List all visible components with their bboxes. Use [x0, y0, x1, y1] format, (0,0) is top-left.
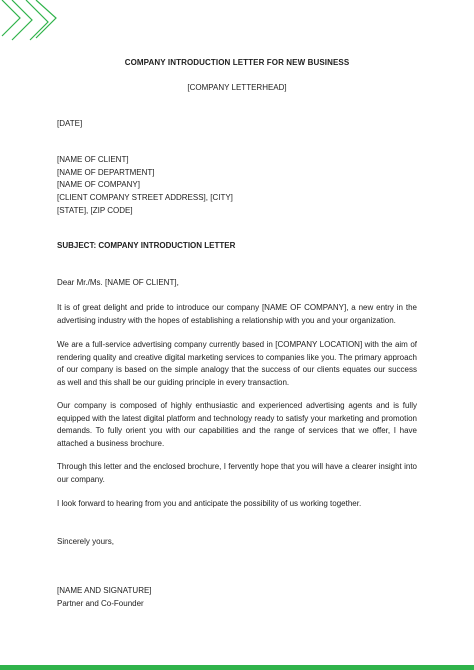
body-paragraph-1	[57, 302, 417, 327]
recipient-name: [NAME OF CLIENT]	[57, 155, 129, 164]
paragraph-text: Through this letter and the enclosed brochure, I fervently hope that you will have a clearer insight into our company.	[57, 462, 417, 484]
body-paragraph-2	[57, 339, 417, 390]
salutation: Dear Mr./Ms. [NAME OF CLIENT],	[57, 278, 179, 287]
paragraph-text: We are a full-service advertising company currently based in [COMPANY LOCATION] with the aim of rendering quality and creative digital marketing services to companies like you. The primary approach of our company is based on the simple analogy that the success of our clients equates our success as well and this shall be our guiding principle in every transaction.	[57, 340, 417, 388]
body-paragraph-5	[57, 498, 417, 511]
body-paragraph-4	[57, 461, 417, 486]
subject: SUBJECT: COMPANY INTRODUCTION LETTER	[57, 241, 236, 250]
recipient-company: [NAME OF COMPANY]	[57, 180, 140, 190]
paragraph-text: I look forward to hearing from you and anticipate the possibility of us working together.	[57, 499, 362, 508]
date: [DATE]	[57, 119, 83, 128]
paragraph-text: It is of great delight and pride to introduce our company [NAME OF COMPANY], a new entry in the advertising industry with the hopes of establishing a relationship with you and your organization.	[57, 303, 417, 325]
body-paragraph-3	[57, 400, 417, 451]
subject-line	[57, 240, 417, 253]
company-letterhead: [COMPANY LETTERHEAD]	[187, 83, 287, 92]
recipient-state-zip: [STATE], [ZIP CODE]	[57, 205, 133, 215]
closing-block	[57, 536, 417, 549]
paragraph-text: Our company is composed of highly enthusiastic and experienced advertising agents and is fully equipped with the latest digital platform and technology ready to satisfy your marketing and promotion demands. To fully orient you with our capabilities and the range of services that we offer, I have attached a business brochure.	[57, 401, 417, 449]
salutation-block	[57, 277, 417, 290]
signature: [NAME AND SIGNATURE]	[57, 586, 152, 595]
document-title: COMPANY INTRODUCTION LETTER FOR NEW BUSINESS	[124, 58, 350, 67]
signature-block	[57, 585, 417, 610]
diamond-logo-icon	[0, 0, 60, 46]
date-line	[57, 118, 417, 131]
recipient-department: [NAME OF DEPARTMENT]	[57, 167, 155, 177]
footer-accent-bar	[0, 665, 474, 670]
signer-position: Partner and Co-Founder	[57, 598, 144, 608]
recipient-address	[57, 154, 417, 218]
recipient-street-address: [CLIENT COMPANY STREET ADDRESS], [CITY]	[57, 193, 233, 203]
closing: Sincerely yours,	[57, 537, 114, 546]
